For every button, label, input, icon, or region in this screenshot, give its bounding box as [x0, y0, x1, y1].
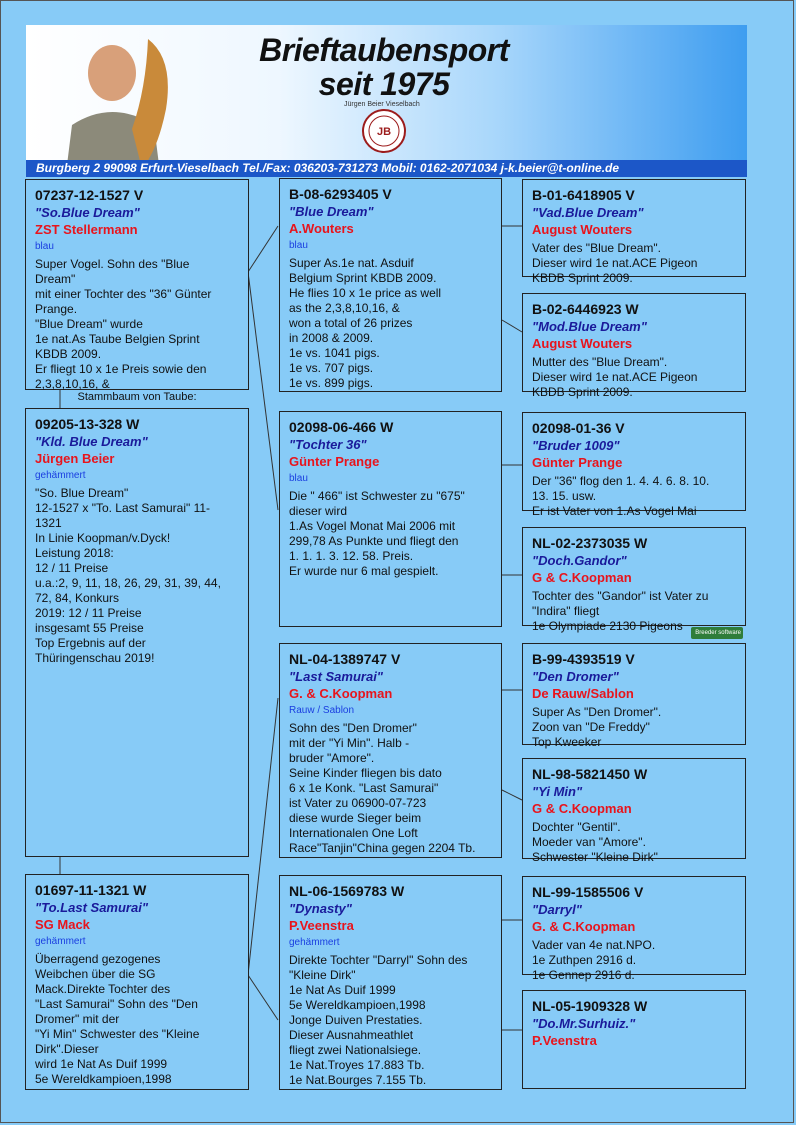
pigeon-description: Super As "Den Dromer". Zoon van "De Freddy" Top Kweeker [532, 705, 662, 749]
pigeon-name: "Mod.Blue Dream" [532, 319, 647, 334]
pigeon-name: "Den Dromer" [532, 669, 619, 684]
plumage-color: blau [289, 473, 308, 484]
pedigree-card-sire-sire [279, 178, 502, 392]
ring-number: 02098-01-36 V [532, 420, 625, 436]
pigeon-description: "So. Blue Dream" 12-1527 x "To. Last Samurai" 11- 1321 In Linie Koopman/v.Dyck! Leistung 2018: 12 / 11 Preise u.a.:2, 9, 11, 18, 26, 29, 31, 39, 44, 72, 84, Konkurs 2019: 12 / 11 Preise insgesamt 55 Preise Top Ergebnis auf der Thüringenschau 2019! [35, 486, 221, 665]
pigeon-description: Der "36" flog den 1. 4. 4. 6. 8. 10. 13. 15. usw. Er ist Vater von 1.As Vogel Mai [532, 474, 710, 518]
plumage-color: blau [289, 240, 308, 251]
ring-number: NL-06-1569783 W [289, 883, 405, 899]
pedigree-card-g3-1 [522, 179, 746, 285]
pigeon-description: Super Vogel. Sohn des "Blue Dream" mit einer Tochter des "36" Günter Prange. "Blue Dream" wurde 1e nat.As Taube Belgien Sprint KBDB 2009. Er fliegt 10 x 1e Preis sowie den 2,3,8,10,16, & [35, 257, 212, 391]
breeder-name: De Rauw/Sablon [532, 686, 634, 701]
pedigree-card-dam [25, 874, 249, 1090]
ring-number: 02098-06-466 W [289, 419, 394, 435]
ring-number: NL-02-2373035 W [532, 535, 648, 551]
pedigree-card-sire-dam [279, 411, 502, 627]
pedigree-card-subject [25, 408, 249, 857]
ring-number: B-99-4393519 V [532, 651, 635, 667]
breeder-name: ZST Stellermann [35, 222, 138, 237]
breeder-name: August Wouters [532, 336, 633, 351]
plumage-color: blau [35, 241, 54, 252]
ring-number: NL-05-1909328 W [532, 998, 648, 1014]
breeder-name: G & C.Koopman [532, 570, 632, 585]
ring-number: NL-99-1585506 V [532, 884, 644, 900]
breeder-name: SG Mack [35, 917, 90, 932]
pigeon-name: "Kld. Blue Dream" [35, 434, 148, 449]
pigeon-name: "Doch.Gandor" [532, 553, 627, 568]
pedigree-card-dam-dam [279, 875, 502, 1090]
pigeon-description: Direkte Tochter "Darryl" Sohn des "Kleine Dirk" 1e Nat As Duif 1999 5e Wereldkampioen,1998 Jonge Duiven Prestaties. Dieser Ausnahmeathlet fliegt zwei Nationalsiege. 1e Nat.Troyes 17.883 Tb. 1e Nat.Bourges 7.155 Tb. [289, 953, 468, 1087]
pigeon-name: "Yi Min" [532, 784, 583, 799]
breeder-name: Günter Prange [289, 454, 380, 469]
breeder-name: A.Wouters [289, 221, 354, 236]
banner-title: Brieftaubensport seit 1975 [259, 32, 509, 102]
pigeon-name: "So.Blue Dream" [35, 205, 140, 220]
pigeon-name: "Tochter 36" [289, 437, 367, 452]
pigeon-description: Dochter "Gentil". Moeder van "Amore". Schwester "Kleine Dirk" [532, 820, 658, 864]
ring-number: B-01-6418905 V [532, 187, 635, 203]
pigeon-name: "Blue Dream" [289, 204, 374, 219]
pigeon-description: Überragend gezogenes Weibchen über die SG Mack.Direkte Tochter des "Last Samurai" Sohn des "Den Dromer" mit der "Yi Min" Schwester des "Kleine Dirk".Dieser wird 1e Nat As Duif 1999 5e Wereldkampioen,1998 [35, 952, 200, 1086]
pedigree-card-g3-7 [522, 876, 746, 982]
pigeon-description: Sohn des "Den Dromer" mit der "Yi Min". Halb - bruder "Amore". Seine Kinder fliegen bis dato 6 x 1e Konk. "Last Samurai" ist Vater zu 06900-07-723 diese wurde Sieger beim Internationalen One Loft Race"Tanjin"China gegen 2204 Tb. [289, 721, 476, 855]
pigeon-description: Mutter des "Blue Dream". Dieser wird 1e nat.ACE Pigeon KBDB Sprint 2009. [532, 355, 698, 399]
ring-number: 07237-12-1527 V [35, 187, 144, 203]
pedigree-card-sire [25, 179, 249, 390]
pigeon-description: Vader van 4e nat.NPO. 1e Zuthpen 2916 d. 1e Gennep 2916 d. [532, 938, 656, 982]
pigeon-description: Die " 466" ist Schwester zu "675" dieser wird 1.As Vogel Monat Mai 2006 mit 299,78 As Punkte und fliegt den 1. 1. 1. 3. 12. 58. Preis. Er wurde nur 6 mal gespielt. [289, 489, 465, 578]
plumage-color: gehämmert [289, 937, 340, 948]
pigeon-description: Vater des "Blue Dream". Dieser wird 1e nat.ACE Pigeon KBDB Sprint 2009. [532, 241, 698, 285]
software-badge-icon: Breeder software [691, 627, 743, 639]
breeder-name: G & C.Koopman [532, 801, 632, 816]
breeder-name: P.Veenstra [532, 1033, 597, 1048]
pigeon-name: "Bruder 1009" [532, 438, 620, 453]
plumage-color: gehämmert [35, 470, 86, 481]
pedigree-card-g3-5 [522, 643, 746, 749]
breeder-name: G. & C.Koopman [289, 686, 393, 701]
pedigree-card-g3-3 [522, 412, 746, 518]
ring-number: 01697-11-1321 W [35, 882, 147, 898]
breeder-name: G. & C.Koopman [532, 919, 636, 934]
pigeon-name: "To.Last Samurai" [35, 900, 148, 915]
pigeon-name: "Darryl" [532, 902, 582, 917]
pigeon-name: "Last Samurai" [289, 669, 383, 684]
breeder-name: Jürgen Beier [35, 451, 115, 466]
plumage-color: gehämmert [35, 936, 86, 947]
ring-number: B-08-6293405 V [289, 186, 392, 202]
logo-initials: JB [376, 126, 392, 138]
pigeon-description: Super As.1e nat. Asduif Belgium Sprint KBDB 2009. He flies 10 x 1e price as well as the 2,3,8,10,16, & won a total of 26 prizes in 2008 & 2009. 1e vs. 1041 pigs. 1e vs. 707 pigs. 1e vs. 899 pigs. [289, 256, 442, 390]
banner-caption: Jürgen Beier Vieselbach [344, 101, 420, 108]
ring-number: B-02-6446923 W [532, 301, 639, 317]
pedigree-card-g3-6 [522, 758, 746, 864]
pigeon-name: "Do.Mr.Surhuiz." [532, 1016, 636, 1031]
pigeon-name: "Dynasty" [289, 901, 352, 916]
ring-number: NL-04-1389747 V [289, 651, 401, 667]
pedigree-card-g3-2 [522, 293, 746, 399]
pigeon-description: Tochter des "Gandor" ist Vater zu "Indira" fliegt 1e Olympiade 2130 Pigeons [532, 589, 709, 633]
pedigree-card-dam-sire [279, 643, 502, 858]
ring-number: 09205-13-328 W [35, 416, 140, 432]
contact-address-bar: Burgberg 2 99098 Erfurt-Vieselbach Tel./Fax: 036203-731273 Mobil: 0162-2071034 j-k.beier@t-online.de [26, 160, 747, 177]
pigeon-name: "Vad.Blue Dream" [532, 205, 644, 220]
breeder-name: P.Veenstra [289, 918, 354, 933]
pedigree-label: Stammbaum von Taube: [77, 391, 197, 403]
breeder-name: August Wouters [532, 222, 633, 237]
pedigree-card-g3-8 [522, 990, 746, 1089]
ring-number: NL-98-5821450 W [532, 766, 648, 782]
breeder-name: Günter Prange [532, 455, 623, 470]
plumage-color: Rauw / Sablon [289, 705, 355, 716]
